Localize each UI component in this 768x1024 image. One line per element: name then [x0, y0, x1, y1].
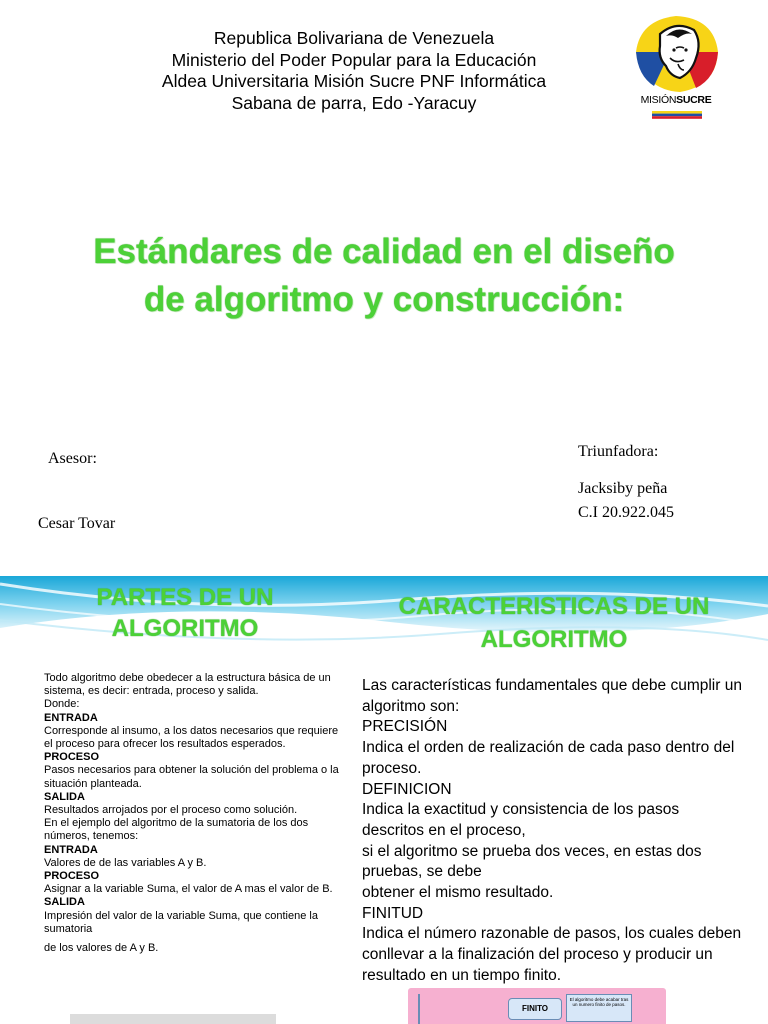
left-title-line-1: PARTES DE UN [96, 584, 274, 611]
header-line-2: Ministerio del Poder Popular para la Educación [171, 49, 537, 70]
parts-heading: SALIDA [44, 790, 85, 803]
right-title-line-1: CARACTERISTICAS DE UN [398, 593, 710, 620]
triunfadora-label: Triunfadora: [578, 443, 659, 460]
characteristic-heading: PRECISIÓN [362, 718, 448, 736]
title-line-2: de algoritmo y construcción: [143, 280, 625, 319]
mision-sucre-logo [630, 12, 722, 122]
logo-wordmark [630, 94, 722, 106]
header-line-1: Republica Bolivariana de Venezuela [213, 28, 495, 48]
characteristic-desc: Indica el orden de realización de cada paso dentro del proceso. [362, 739, 735, 777]
algorithm-characteristics-text [362, 676, 742, 987]
right-section-title [350, 590, 758, 656]
finito-diagram [408, 988, 666, 1024]
grey-image-placeholder [70, 1014, 276, 1024]
content-slide [0, 576, 768, 1024]
left-title-line-2: ALGORITMO [111, 615, 259, 642]
logo-text-a: MISIÓN [640, 94, 677, 106]
parts-heading: PROCESO [44, 751, 100, 764]
characteristic-desc: obtener el mismo resultado. [362, 884, 554, 902]
parts-paragraph: de los valores de A y B. [44, 942, 159, 955]
parts-paragraph: Valores de de las variables A y B. [44, 856, 207, 869]
algorithm-parts-text [44, 672, 340, 955]
characteristic-desc: si el algoritmo se prueba dos veces, en estas dos pruebas, se debe [362, 842, 702, 881]
diagram-connector [418, 994, 434, 1024]
parts-paragraph: En el ejemplo del algoritmo de la sumatoria de los dos números, tenemos: [44, 817, 309, 843]
parts-heading: SALIDA [44, 896, 85, 909]
logo-text-b: SUCRE [676, 94, 712, 106]
parts-paragraph: Resultados arrojados por el proceso como solución. [44, 804, 298, 817]
characteristic-desc: Indica el número razonable de pasos, los cuales deben conllevar a la finalización del proceso y producir un resultado en un tiempo finito. [362, 925, 742, 984]
flag-stripes-icon [652, 111, 702, 119]
asesor-name: Cesar Tovar [38, 515, 116, 532]
characteristics-intro: Las características fundamentales que debe cumplir un algoritmo son: [362, 677, 742, 715]
parts-heading: ENTRADA [44, 711, 98, 724]
sucre-portrait-icon [630, 12, 722, 96]
parts-paragraph: Corresponde al insumo, a los datos necesarios que requiere el proceso para ofrecer los resultados esperados. [44, 724, 339, 751]
asesor-label: Asesor: [48, 450, 97, 467]
characteristic-heading: FINITUD [362, 904, 424, 922]
title-line-1: Estándares de calidad en el diseño [93, 232, 675, 271]
right-title-line-2: ALGORITMO [480, 626, 628, 653]
finito-description: El algoritmo debe acabar tras un numero finito de pasos. [566, 994, 632, 1022]
parts-paragraph: Impresión del valor de la variable Suma, que contiene la sumatoria [44, 909, 318, 935]
parts-paragraph: Todo algoritmo debe obedecer a la estructura básica de un sistema, es decir: entrada, proceso y salida. [44, 672, 331, 698]
parts-paragraph: Pasos necesarios para obtener la solución del problema o la situación planteada. [44, 764, 339, 790]
institution-header [0, 28, 708, 114]
characteristic-desc: Indica la exactitud y consistencia de los pasos descritos en el proceso, [362, 801, 680, 839]
characteristic-heading: DEFINICION [362, 780, 452, 798]
parts-heading: PROCESO [44, 870, 100, 883]
presentation-title [0, 228, 768, 324]
triunfadora-name: Jacksiby peña [578, 480, 668, 497]
parts-paragraph: Asignar a la variable Suma, el valor de A mas el valor de B. [44, 883, 333, 896]
finito-box: FINITO [508, 998, 562, 1020]
parts-paragraph: Donde: [44, 698, 80, 711]
header-line-3: Aldea Universitaria Misión Sucre PNF Informática [161, 71, 547, 91]
header-line-4: Sabana de parra, Edo -Yaracuy [231, 92, 477, 113]
parts-heading: ENTRADA [44, 843, 98, 856]
triunfadora-ci: C.I 20.922.045 [578, 504, 674, 521]
left-section-title [40, 582, 330, 644]
